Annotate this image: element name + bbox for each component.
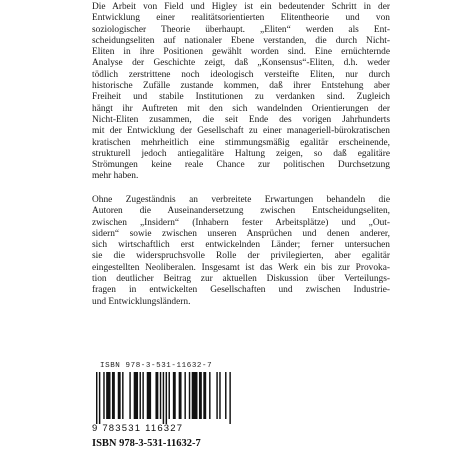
text-line: sie die widerspruchsvolle Rolle der privilegierten, aber egalitär: [92, 251, 390, 262]
text-line: mit der Entwicklung der Gesellschaft zu einer manageriell-bürokratischen: [92, 126, 390, 137]
text-line: hängt ihr Auftreten mit den sich wandelnden Orientierungen der: [92, 103, 390, 114]
text-line: und Entwicklungsländern.: [92, 296, 191, 307]
barcode-bar: [118, 372, 121, 419]
barcode-bar: [219, 372, 220, 419]
blurb-paragraph-2: [92, 195, 390, 308]
barcode-bar: [122, 372, 123, 419]
barcode-bar: [155, 372, 158, 419]
text-line: kratischen mehrheitlich eine stimmungsmäßig egalitär erscheinende,: [92, 137, 390, 148]
text-line: soziologischer Theorie überhaupt. „Eliten“ werden als Ent-: [92, 24, 390, 35]
barcode-bar: [96, 372, 97, 424]
text-line: strukturell jedoch antiegalitäre Haltung zeigen, so daß egalitäre: [92, 148, 390, 159]
text-line: Strömungen keine reale Chance zur politischen Durchsetzung: [92, 160, 390, 171]
text-line: mehr haben.: [92, 171, 139, 182]
text-line: Die Arbeit von Field und Higley ist ein bedeutender Schritt in der: [92, 2, 390, 12]
text-line: eingestellten Neoliberalen. Insgesamt ist das Werk ein bis zur Provoka-: [92, 262, 390, 273]
barcode-bar: [140, 372, 141, 419]
text-line: Eliten in ihre Positionen gewählt worden sind. Eine ernüchternde: [92, 47, 390, 58]
barcode-bar: [160, 372, 161, 419]
barcode-digits: 9 783531 116327: [92, 423, 184, 434]
barcode-bar: [189, 372, 190, 419]
text-line: sich wirtschaftlich erst entwickelnden Länder; ferner untersuchen: [92, 240, 390, 251]
text-line: zwischen „Insidern“ (Inhabern fester Arbeitsplätze) und „Out-: [92, 217, 390, 228]
text-line: Autoren die Auseinandersetzung zwischen Entscheidungseliten,: [92, 206, 390, 217]
barcode-bar: [192, 372, 198, 419]
barcode-bar: [203, 372, 206, 419]
barcode-bar: [103, 372, 104, 419]
barcode-bar: [147, 372, 151, 419]
barcode-bar: [216, 372, 217, 419]
barcode-bar: [229, 372, 230, 424]
barcode-bar: [184, 372, 185, 419]
text-line: scheidungseliten auf nationaler Ebene verstanden, die durch Nicht-: [92, 35, 390, 46]
text-line: Freiheit und stabile Institutionen zu verdanken sind. Zugleich: [92, 92, 390, 103]
text-line: sidern“ sowie zwischen unseren Ansprüchen und denen anderer,: [92, 228, 390, 239]
barcode-bar: [173, 372, 176, 419]
barcode-bar: [166, 372, 167, 424]
text-line: Entwicklung einer realitätsorientierten Elitentheorie und von: [92, 13, 390, 24]
barcode-bar: [106, 372, 110, 419]
blurb-paragraph-1: [92, 2, 390, 183]
barcode-block: [92, 362, 242, 434]
barcode-bar: [142, 372, 143, 419]
barcode-bar: [199, 372, 202, 419]
text-line: Nicht-Eliten zusammen, die seit Ende des vorigen Jahrhunderts: [92, 114, 390, 125]
text-line: tödlich zerstrittene noch ideologisch versteifte Eliten, nur durch: [92, 69, 390, 80]
text-line: fragen in entwickelten Gesellschaften und zwischen Industrie-: [92, 285, 390, 296]
barcode-icon: [92, 372, 232, 424]
isbn-number: ISBN 978-3-531-11632-7: [92, 438, 201, 449]
barcode-bar: [112, 372, 115, 419]
barcode-bar: [179, 372, 182, 419]
barcode-bar: [209, 372, 210, 419]
text-line: tion deutlicher Beitrag zur aktuellen Diskussion über Verteilungs-: [92, 274, 390, 285]
text-line: historische Zufälle zustande kommen, daß ihrer Entstehung aber: [92, 81, 390, 92]
barcode-bar: [163, 372, 164, 424]
barcode-bar: [129, 372, 130, 419]
text-line: Analyse der Geschichte zeigt, daß „Konsensus“-Eliten, d.h. weder: [92, 58, 390, 69]
barcode-bar: [134, 372, 138, 419]
barcode-isbn-label: ISBN 978-3-531-11632-7: [100, 362, 213, 370]
barcode-bar: [225, 372, 226, 419]
text-line: Ohne Zugeständnis an verbreitete Erwartungen behandeln die: [92, 195, 390, 205]
barcode-bar: [169, 372, 170, 419]
barcode-bar: [99, 372, 100, 424]
